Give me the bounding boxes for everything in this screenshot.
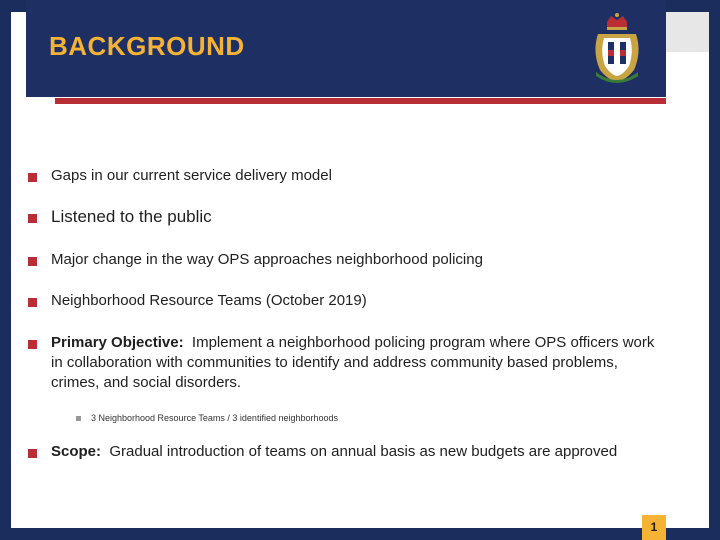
bullet-lead: Primary Objective: [51,334,184,351]
police-crest-icon [588,12,646,86]
bullet-lead: Scope: [51,443,102,460]
bullet-text [51,333,663,393]
bullet-square-icon [28,214,37,223]
bullet-text: Gaps in our current service delivery model [51,167,332,184]
bullet-body: Gradual introduction of teams on annual basis as new budgets are approved [109,443,618,460]
bullet-square-icon [28,173,37,182]
slide-title: BACKGROUND [49,31,245,61]
header-red-rule [55,98,666,104]
sub-bullet-text: 3 Neighborhood Resource Teams / 3 identified neighborhoods [91,413,338,423]
page-number: 1 [642,515,666,540]
bullet-square-icon [28,298,37,307]
bullet-square-icon [28,449,37,458]
bullet-text: Listened to the public [51,207,212,226]
sub-bullet-square-icon [76,416,81,421]
bullet-text [51,442,617,462]
bullet-text: Major change in the way OPS approaches neighborhood policing [51,251,483,268]
bullet-text: Neighborhood Resource Teams (October 2019) [51,292,367,309]
bullet-square-icon [28,340,37,349]
bullet-square-icon [28,257,37,266]
bullet-body: Implement a neighborhood policing program where OPS officers work in collaboration with communities to identify and address community based problems, crimes, and social disorders. [51,334,655,391]
